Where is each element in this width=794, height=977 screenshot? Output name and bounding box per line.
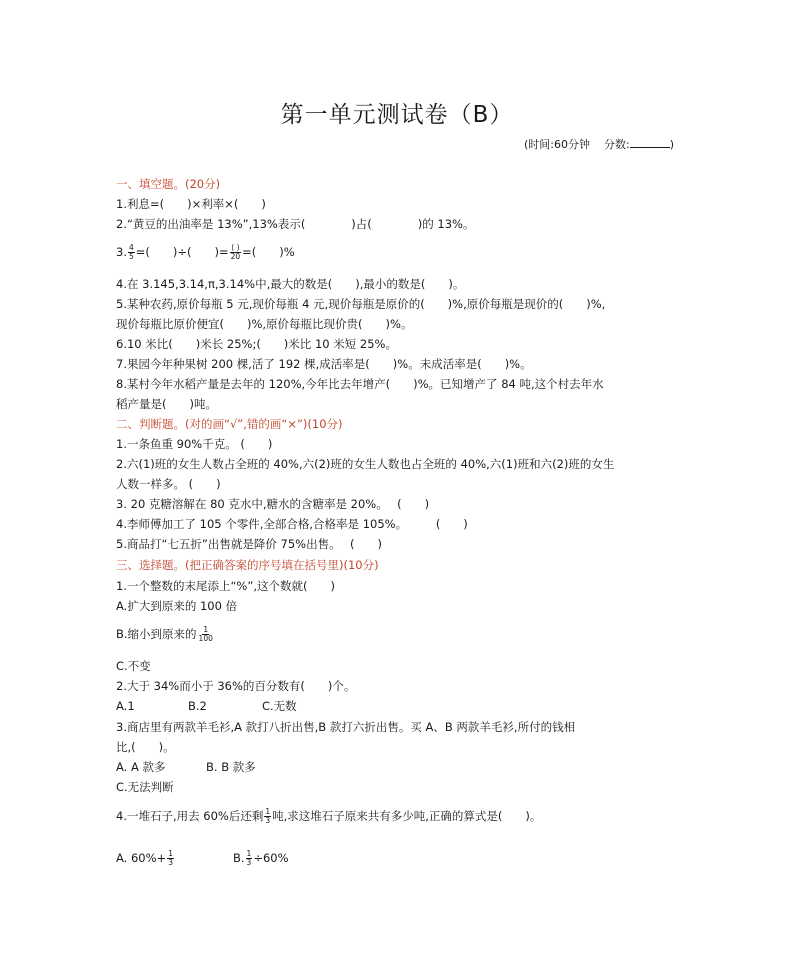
option-text: B.缩小到原来的	[116, 627, 197, 641]
fraction: $\frac{1}{3}$	[265, 807, 271, 825]
s3-q4-option-b	[233, 850, 289, 867]
s1-question-4: 4.在 3.145,3.14,π,3.14%中,最大的数是( ),最小的数是( )。	[116, 277, 465, 291]
s3-question-2: 2.大于 34%而小于 36%的百分数有( )个。	[116, 679, 356, 693]
q4-start: 4.一堆石子,用去 60%后还剩	[116, 809, 264, 823]
q4-end: 吨,求这堆石子原来共有多少吨,正确的算式是( )。	[272, 809, 542, 823]
s2-question-3: 3. 20 克糖溶解在 80 克水中,糖水的含糖率是 20%。 ( )	[116, 497, 430, 511]
s3-q3-option-c: C.无法判断	[116, 780, 174, 794]
section-3-heading: 三、选择题。(把正确答案的序号填在括号里)(10分)	[116, 558, 379, 572]
option-text: A. 60%+	[116, 851, 167, 865]
s1-question-5-line-1: 5.某种农药,原价每瓶 5 元,现价每瓶 4 元,现价每瓶是原价的( )%,原价每瓶是现价的( )%,	[116, 297, 606, 311]
score-blank	[630, 137, 670, 148]
q3-number: 3.	[116, 245, 127, 259]
s3-q1-option-c: C.不变	[116, 659, 151, 673]
exam-meta	[524, 136, 674, 152]
page-title: 第一单元测试卷（B）	[280, 102, 514, 128]
fraction: $\frac{1}{100}$	[198, 625, 213, 643]
score-label: 分数:	[603, 138, 630, 151]
option-tail: ÷60%	[253, 851, 289, 865]
fraction: $\frac{4}{5}$	[128, 243, 134, 261]
fraction: $\frac{1}{3}$	[246, 849, 252, 867]
s3-q1-option-a: A.扩大到原来的 100 倍	[116, 599, 238, 613]
s1-question-2: 2.“黄豆的出油率是 13%”,13%表示( )占( )的 13%。	[116, 217, 475, 231]
s3-q2-option-c: C.无数	[262, 699, 297, 713]
option-text: B.	[233, 851, 245, 865]
s3-q1-option-b	[116, 626, 215, 643]
q3-middle: =( )÷( )=	[135, 245, 229, 259]
s1-question-8-line-2: 稻产量是( )吨。	[116, 397, 217, 411]
s2-question-5: 5.商品打“七五折”出售就是降价 75%出售。 ( )	[116, 537, 382, 551]
fraction: $\frac{1}{3}$	[168, 849, 173, 867]
s1-question-7: 7.果园今年种果树 200 棵,活了 192 棵,成活率是( )%。未成活率是( )%。	[116, 357, 532, 371]
s2-question-1: 1.一条鱼重 90%千克。 ( )	[116, 437, 273, 451]
s3-q4-option-a	[116, 850, 175, 867]
s1-question-3	[116, 244, 295, 261]
s3-q3-option-a: A. A 款多	[116, 760, 166, 774]
section-1-heading: 一、填空题。(20分)	[116, 177, 221, 191]
s3-question-3-line-2: 比,( )。	[116, 740, 175, 754]
s2-question-2-line-2: 人数一样多。 ( )	[116, 477, 221, 491]
s3-question-4	[116, 808, 541, 825]
meta-close: )	[669, 138, 674, 151]
s3-q2-option-a: A.1	[116, 699, 135, 713]
s1-question-1: 1.利息=( )×利率×( )	[116, 197, 266, 211]
s2-question-4: 4.李师傅加工了 105 个零件,全部合格,合格率是 105%。 ( )	[116, 517, 468, 531]
section-2-heading: 二、判断题。(对的画“√”,错的画“×”)(10分)	[116, 417, 343, 431]
s3-q2-option-b: B.2	[188, 699, 207, 713]
s1-question-8-line-1: 8.某村今年水稻产量是去年的 120%,今年比去年增产( )%。已知增产了 84 吨,这个村去年水	[116, 377, 604, 391]
q3-end: =( )%	[242, 245, 295, 259]
time-limit: (时间:60分钟	[523, 138, 590, 151]
s1-question-6: 6.10 米比( )米长 25%;( )米比 10 米短 25%。	[116, 337, 397, 351]
s3-question-1: 1.一个整数的末尾添上“%”,这个数就( )	[116, 579, 335, 593]
s1-question-5-line-2: 现价每瓶比原价便宜( )%,原价每瓶比现价贵( )%。	[116, 317, 413, 331]
s3-q3-option-b: B. B 款多	[206, 760, 256, 774]
fraction: $\frac{( )}{20}$	[230, 243, 241, 261]
s3-question-3-line-1: 3.商店里有两款羊毛衫,A 款打八折出售,B 款打六折出售。买 A、B 两款羊毛衫,所付的钱相	[116, 720, 576, 734]
s2-question-2-line-1: 2.六(1)班的女生人数占全班的 40%,六(2)班的女生人数也占全班的 40%,六(1)班和六(2)班的女生	[116, 457, 615, 471]
